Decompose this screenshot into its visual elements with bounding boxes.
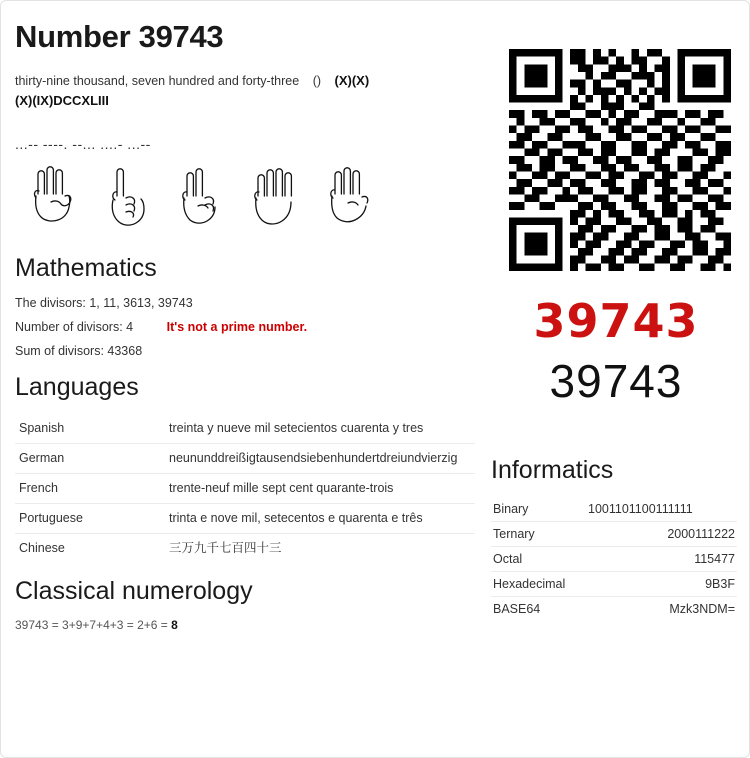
roman-numeral-full: (X)(IX)DCCXLIII — [15, 93, 109, 108]
numerology-expression-line — [15, 618, 485, 632]
informatics-key: Hexadecimal — [491, 572, 586, 597]
page-title: Number 39743 — [15, 19, 224, 54]
table-row — [15, 414, 475, 444]
table-row — [15, 534, 475, 564]
numerology-result: 8 — [171, 618, 178, 632]
hand-sign-4-icon — [245, 164, 307, 232]
language-value: trinta e nove mil, setecentos e quarenta e três — [165, 504, 475, 534]
hand-sign-3-icon — [23, 164, 85, 232]
informatics-value: 9B3F — [586, 572, 737, 597]
numerology-heading: Classical numerology — [15, 577, 253, 605]
paren-text: () — [312, 74, 322, 88]
languages-table — [15, 414, 475, 563]
qr-code — [509, 49, 731, 271]
divisor-sum-line: Sum of divisors: 43368 — [15, 344, 143, 358]
numerology-section — [15, 577, 485, 632]
informatics-key: Ternary — [491, 522, 586, 547]
hand-sign-9-icon — [97, 164, 159, 232]
languages-heading: Languages — [15, 373, 139, 401]
language-value: neununddreißigtausendsiebenhundertdreiundvierzig — [165, 444, 475, 474]
table-row — [15, 444, 475, 474]
numerology-expression: 39743 = 3+9+7+4+3 = 2+6 = — [15, 618, 172, 632]
hand-sign-3b-icon — [319, 164, 381, 232]
language-name: German — [15, 444, 165, 474]
table-row — [491, 547, 737, 572]
divisors-line: The divisors: 1, 11, 3613, 39743 — [15, 296, 193, 310]
informatics-value: 115477 — [586, 547, 737, 572]
number-in-words — [15, 71, 485, 91]
prime-status-badge: It's not a prime number. — [166, 320, 308, 334]
left-column — [15, 71, 485, 632]
hand-sign-7-icon — [171, 164, 233, 232]
language-name: Spanish — [15, 414, 165, 444]
divisor-count-line — [15, 319, 485, 335]
informatics-key: Binary — [491, 497, 586, 522]
divisor-count-text: Number of divisors: 4 — [15, 320, 134, 334]
language-name: Chinese — [19, 541, 65, 555]
informatics-value: 1001101100111111 — [586, 497, 737, 522]
informatics-heading: Informatics — [491, 456, 614, 484]
hand-signs — [23, 164, 485, 232]
number-display-red: 39743 — [533, 294, 699, 348]
table-row — [491, 597, 737, 622]
language-value: treinta y nueve mil setecientos cuarenta y tres — [165, 414, 475, 444]
language-name: Portuguese — [15, 504, 165, 534]
number-display-black: 39743 — [549, 355, 683, 407]
table-row — [15, 504, 475, 534]
informatics-value: 2000111222 — [586, 522, 737, 547]
table-row — [491, 522, 737, 547]
language-name: French — [15, 474, 165, 504]
informatics-table — [491, 497, 737, 621]
roman-numeral-inline: (X)(X) — [334, 73, 370, 88]
informatics-section — [491, 456, 741, 621]
informatics-value: Mzk3NDM= — [669, 602, 735, 616]
table-row — [491, 497, 737, 522]
mathematics-heading: Mathematics — [15, 254, 157, 282]
table-row — [15, 474, 475, 504]
morse-code: ...-- ----. --... ....- ...-- — [15, 136, 151, 152]
right-column — [491, 49, 741, 408]
english-words: thirty-nine thousand, seven hundred and forty-three — [15, 74, 300, 88]
language-value: trente-neuf mille sept cent quarante-trois — [165, 474, 475, 504]
table-row — [491, 572, 737, 597]
informatics-key: Octal — [491, 547, 586, 572]
language-value: 三万九千七百四十三 — [169, 541, 282, 555]
informatics-key: BASE64 — [493, 602, 541, 616]
